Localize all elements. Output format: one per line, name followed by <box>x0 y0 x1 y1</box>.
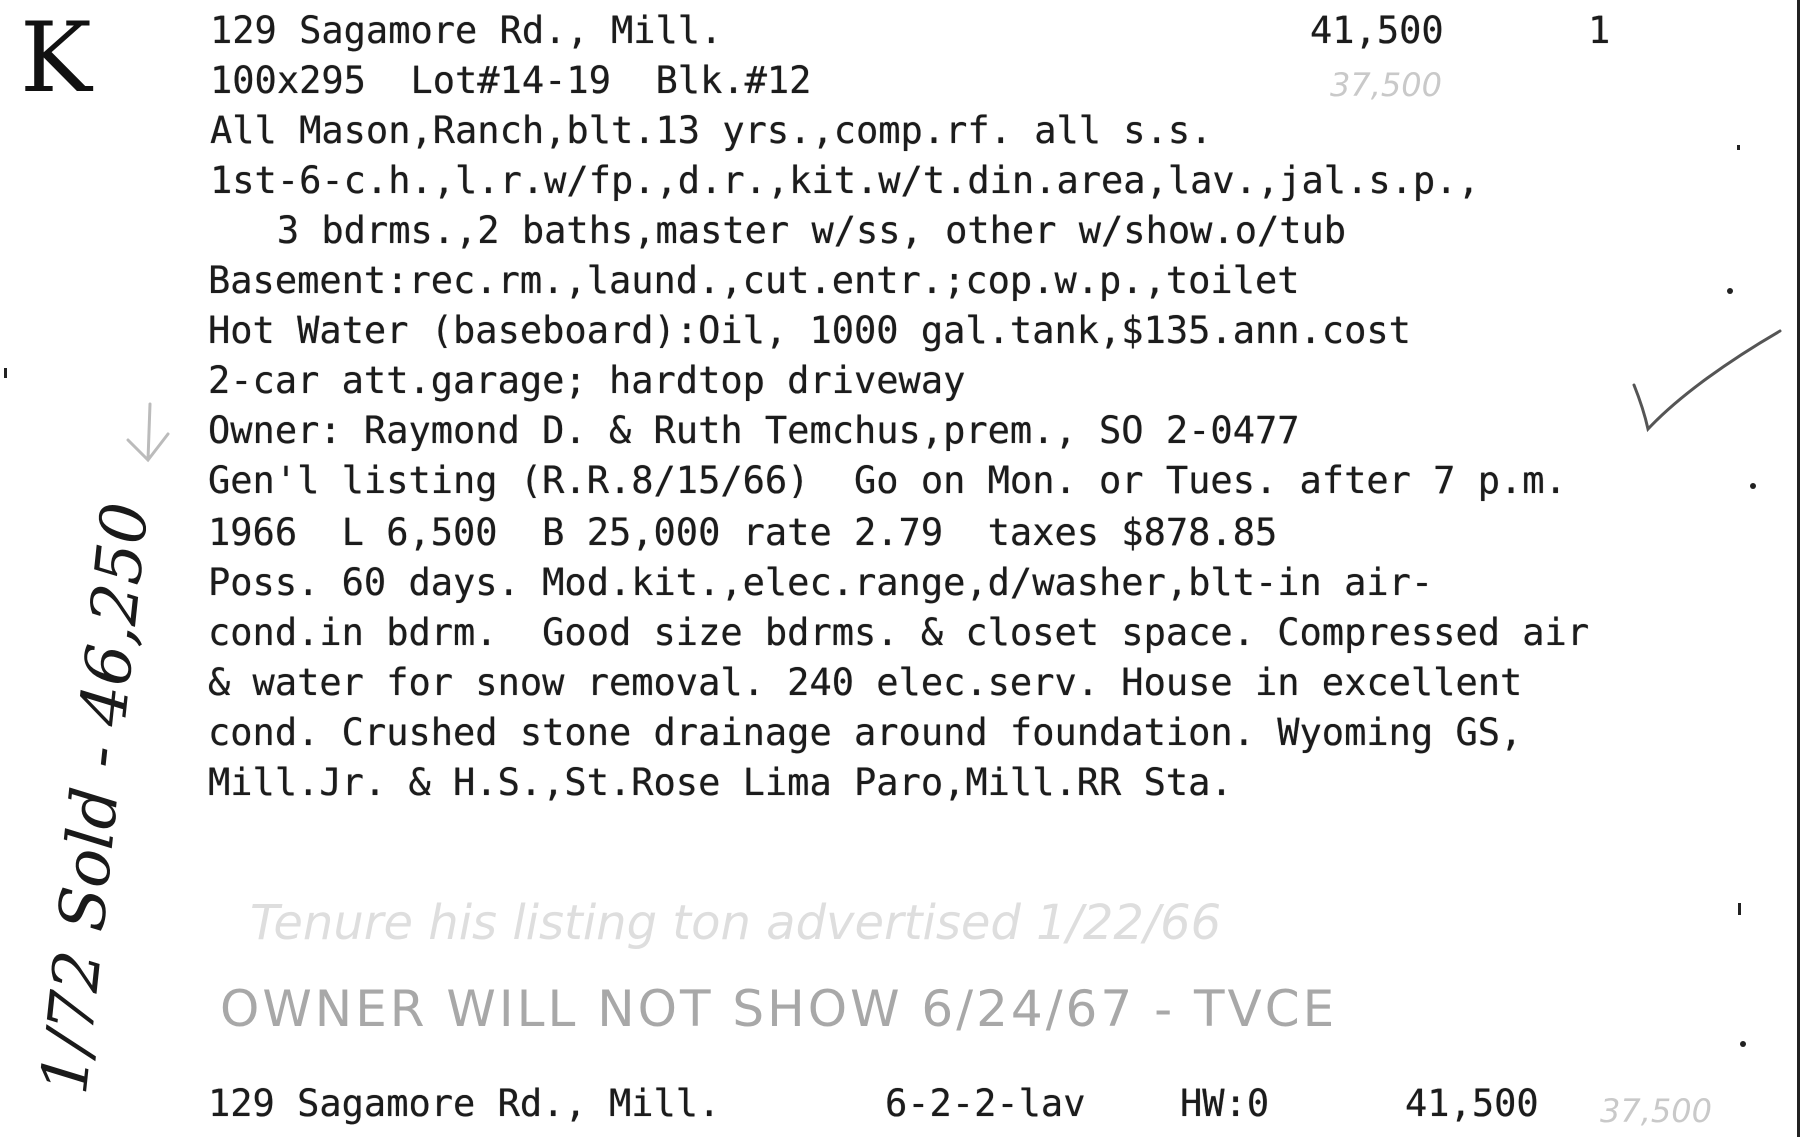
footer-heat: HW:0 <box>1180 1082 1270 1125</box>
margin-mark <box>1740 1041 1746 1047</box>
body-line: cond. Crushed stone drainage around foundation. Wyoming GS, <box>208 711 1523 754</box>
margin-mark <box>1738 903 1741 915</box>
handwritten-letter: K <box>20 2 92 114</box>
faint-note: Tenure his listing ton advertised 1/22/66 <box>250 895 1222 951</box>
margin-mark <box>1750 483 1756 489</box>
body-line: Gen'l listing (R.R.8/15/66) Go on Mon. or Tues. after 7 p.m. <box>208 459 1567 502</box>
header-address: 129 Sagamore Rd., Mill. <box>210 9 723 52</box>
body-line: Mill.Jr. & H.S.,St.Rose Lima Paro,Mill.RR Sta. <box>208 761 1233 804</box>
body-line: Owner: Raymond D. & Ruth Temchus,prem., SO 2-0477 <box>208 409 1300 452</box>
body-line: Basement:rec.rm.,laund.,cut.entr.;cop.w.p.,toilet <box>208 259 1300 302</box>
margin-mark <box>1727 288 1733 294</box>
body-line: 3 bdrms.,2 baths,master w/ss, other w/show.o/tub <box>210 209 1347 252</box>
header-price: 41,500 <box>1310 9 1444 52</box>
body-line: Poss. 60 days. Mod.kit.,elec.range,d/washer,blt-in air- <box>208 561 1434 604</box>
body-line: cond.in bdrm. Good size bdrms. & closet space. Compressed air <box>208 611 1590 654</box>
footer-price: 41,500 <box>1405 1082 1539 1125</box>
footer-rooms: 6-2-2-lav <box>885 1082 1086 1125</box>
body-line: & water for snow removal. 240 elec.serv. House in excellent <box>208 661 1523 704</box>
sold-note: 1/72 Sold - 46,250 <box>28 499 164 1098</box>
body-line: Hot Water (baseboard):Oil, 1000 gal.tank,$135.ann.cost <box>208 309 1411 352</box>
faint-header-note: 37,500 <box>1330 66 1442 104</box>
margin-mark <box>4 368 7 378</box>
body-line: 1966 L 6,500 B 25,000 rate 2.79 taxes $878.85 <box>208 511 1278 554</box>
lot-line: 100x295 Lot#14-19 Blk.#12 <box>210 59 812 102</box>
footer-address: 129 Sagamore Rd., Mill. <box>208 1082 721 1125</box>
faint-footer-note: 37,500 <box>1600 1092 1712 1130</box>
check-mark-icon <box>1620 325 1800 445</box>
body-line: 1st-6-c.h.,l.r.w/fp.,d.r.,kit.w/t.din.area,lav.,jal.s.p., <box>210 159 1480 202</box>
margin-mark <box>1737 145 1740 150</box>
arrow-mark-icon <box>118 400 178 470</box>
owner-note: OWNER WILL NOT SHOW 6/24/67 - TVCE <box>220 980 1338 1038</box>
body-line: All Mason,Ranch,blt.13 yrs.,comp.rf. all s.s. <box>210 109 1213 152</box>
card-number: 1 <box>1588 9 1611 52</box>
body-line: 2-car att.garage; hardtop driveway <box>208 359 966 402</box>
